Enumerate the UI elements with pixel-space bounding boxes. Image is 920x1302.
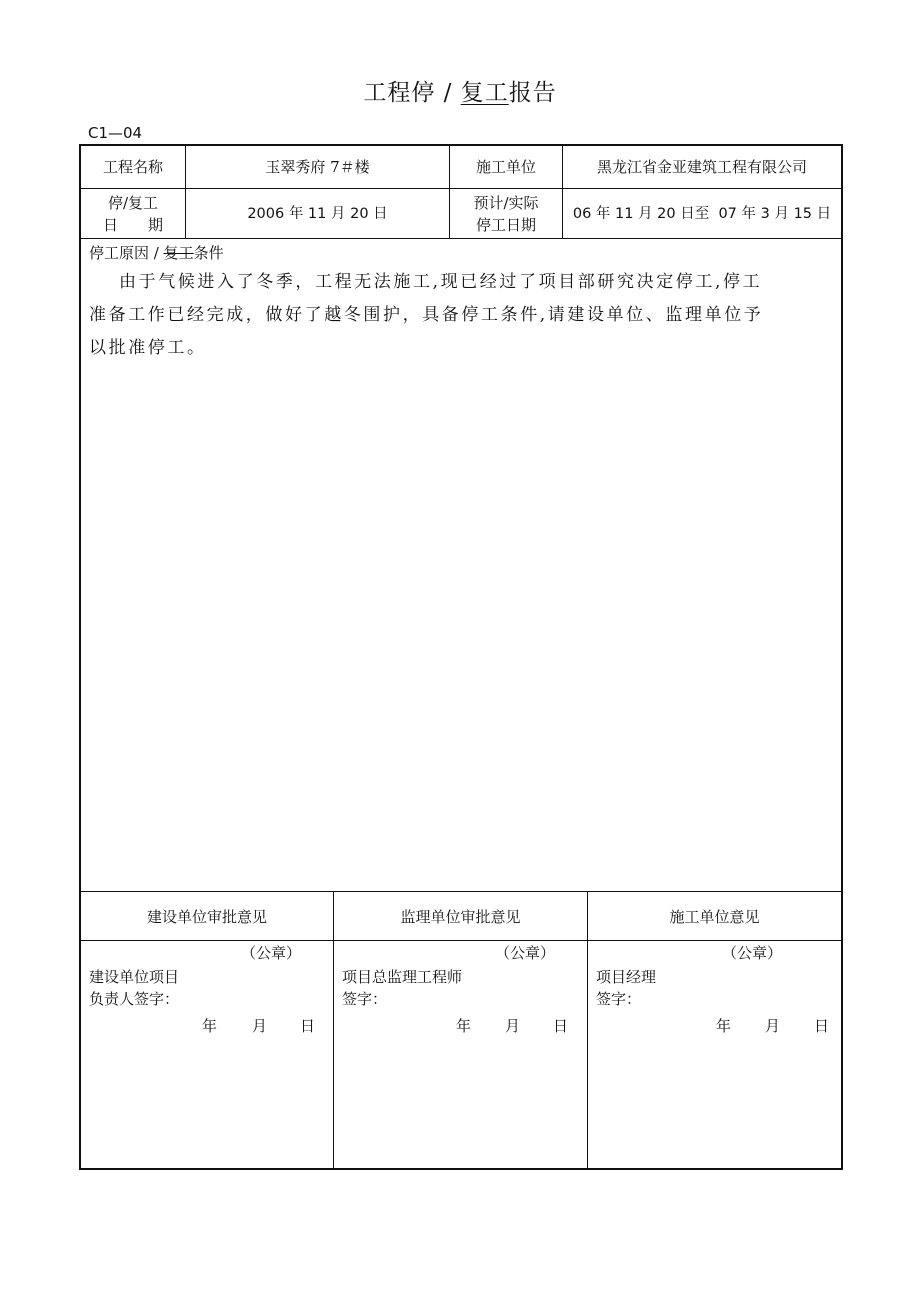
owner-date-year: 年 (202, 1017, 218, 1035)
reason-label-prefix: 停工原因 / (89, 244, 164, 262)
contractor-value: 黑龙江省金亚建筑工程有限公司 (596, 158, 807, 176)
planned-label-line1: 预计/实际 (473, 193, 539, 212)
contractor-role-line1: 项目经理 (596, 968, 657, 986)
supervisor-seal: （公章） (495, 944, 556, 962)
owner-role-line1: 建设单位项目 (89, 968, 180, 986)
contractor-seal: （公章） (722, 944, 783, 962)
contractor-opinion-heading: 施工单位意见 (669, 907, 760, 926)
project-name-value: 玉翠秀府 7＃楼 (265, 158, 370, 176)
supervisor-approval-heading: 监理单位审批意见 (400, 907, 521, 926)
reason-label (89, 242, 224, 263)
reason-body (89, 266, 809, 365)
reason-line-1-text: 由于气候进入了冬季，工程无法施工,现已经过了项目部研究决定停工,停工 (119, 272, 763, 292)
planned-label (450, 189, 562, 238)
row-divider-4 (80, 940, 842, 941)
owner-date-month: 月 (252, 1017, 268, 1035)
date-value: 2006 年 11 月 20 日 (247, 205, 388, 222)
reason-label-struck: 复工 (163, 244, 194, 262)
owner-role-line2: 负责人签字： (89, 990, 180, 1008)
owner-date-day: 日 (300, 1017, 316, 1035)
contractor-date-year: 年 (716, 1017, 732, 1035)
reason-line-1 (89, 266, 809, 299)
page-title (0, 74, 920, 107)
contractor-date-day: 日 (814, 1017, 830, 1035)
form-code: C1—04 (88, 124, 143, 142)
project-name-label: 工程名称 (102, 158, 163, 176)
supervisor-date-day: 日 (553, 1017, 569, 1035)
title-underlined: 复工 (460, 80, 509, 106)
owner-seal: （公章） (241, 944, 302, 962)
reason-line-2: 准备工作已经完成，做好了越冬围护，具备停工条件,请建设单位、监理单位予 (89, 305, 764, 325)
title-prefix: 工程停 / (363, 80, 461, 106)
contractor-role-line2: 签字： (596, 990, 642, 1008)
row-divider-2 (80, 238, 842, 239)
supervisor-role-line1: 项目总监理工程师 (342, 968, 463, 986)
supervisor-role-line2: 签字： (342, 990, 388, 1008)
contractor-label: 施工单位 (475, 158, 536, 176)
supervisor-date-month: 月 (505, 1017, 521, 1035)
planned-value: 06 年 11 月 20 日至 07 年 3 月 15 日 (572, 205, 832, 222)
reason-line-3: 以批准停工。 (89, 338, 207, 358)
date-label-line2: 日 期 (102, 215, 163, 234)
planned-label-line2: 停工日期 (475, 215, 536, 234)
title-suffix: 报告 (508, 80, 557, 106)
date-label-line1: 停/复工 (107, 193, 159, 212)
contractor-date-month: 月 (765, 1017, 781, 1035)
owner-approval-heading: 建设单位审批意见 (146, 907, 267, 926)
reason-label-suffix: 条件 (193, 244, 224, 262)
supervisor-date-year: 年 (456, 1017, 472, 1035)
date-label (81, 189, 185, 238)
